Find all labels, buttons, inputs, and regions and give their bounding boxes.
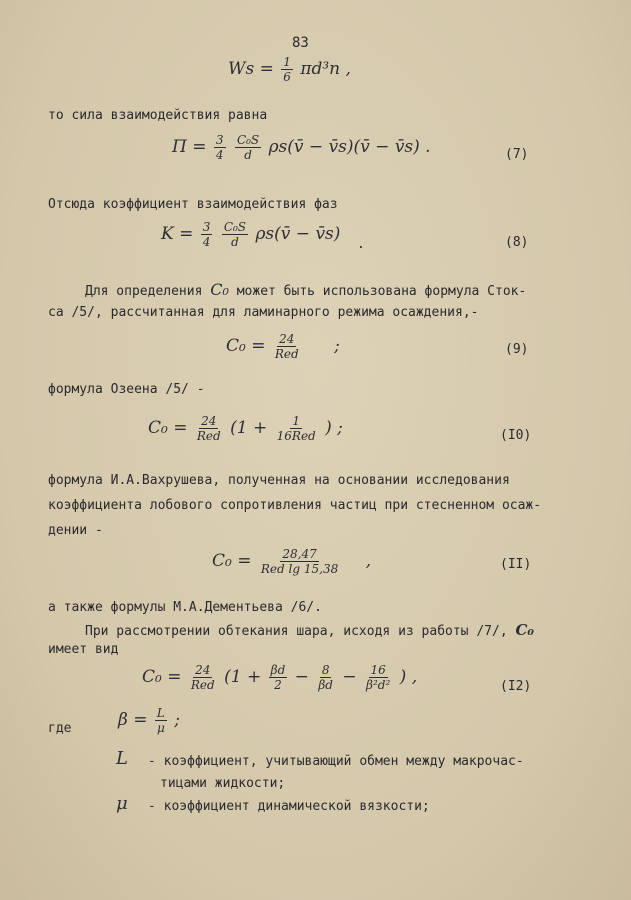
text-line-1: то сила взаимодействия равна [48, 108, 268, 123]
f8-num2: C₀S [223, 220, 247, 234]
f12-frac3 [316, 664, 335, 691]
f7-num1: 3 [215, 133, 224, 147]
text-line-11: имеет вид [48, 642, 119, 657]
f9-lhs: C₀ = [226, 336, 266, 356]
beta-frac [155, 707, 167, 734]
f12-minus1: − [294, 667, 309, 687]
f7-lhs: Π = [172, 137, 207, 157]
f11-frac [259, 548, 340, 575]
f8-num1: 3 [202, 220, 211, 234]
c0-inline-2: C₀ [515, 621, 534, 639]
ws-den: 6 [283, 70, 291, 84]
f8-frac1 [201, 221, 213, 248]
formula-12 [142, 664, 417, 691]
text-line-8: дении - [48, 523, 103, 538]
f10-frac [195, 415, 223, 442]
text-line-7: коэффициента лобового сопротивления частиц при стесненном осаж- [48, 498, 542, 513]
text-line-3 [85, 282, 526, 298]
f9-den: Red [274, 347, 299, 361]
formula-7 [172, 134, 431, 161]
ws-rest: πd³n , [300, 59, 351, 79]
beta-den: μ [156, 721, 165, 735]
f7-den1: 4 [215, 148, 224, 162]
eq-number-12: (I2) [500, 679, 532, 694]
f12-lhs: C₀ = [142, 667, 182, 687]
text-line-6: формула И.А.Вахрушева, полученная на основании исследования [48, 473, 510, 488]
f7-rest: ρs(v̄ − v̄s)(v̄ − v̄s) . [268, 137, 431, 157]
beta-num: L [156, 706, 165, 720]
text-line-3a: Для определения [85, 284, 203, 299]
f11-lhs: C₀ = [212, 551, 252, 571]
f12-minus2: − [342, 667, 357, 687]
f10-num: 24 [201, 414, 217, 428]
f12-d2: 2 [274, 678, 282, 692]
formula-ws [228, 56, 351, 83]
f10-num2: 1 [292, 414, 300, 428]
text-line-12: где [48, 721, 72, 736]
f12-frac1 [189, 664, 217, 691]
ws-num: 1 [283, 55, 291, 69]
f12-n3: 8 [321, 663, 330, 677]
text-line-10 [85, 623, 534, 638]
formula-9 [226, 333, 340, 360]
f12-den: Red [190, 678, 215, 692]
f12-d4: β²d² [366, 678, 391, 692]
formula-10 [148, 415, 343, 442]
f7-frac1 [214, 134, 226, 161]
f9-num: 24 [279, 332, 295, 346]
eq-number-9: (9) [505, 342, 529, 357]
f7-num2: C₀S [236, 133, 260, 147]
f10-den2: 16Red [276, 429, 316, 443]
f8-frac2 [222, 221, 248, 248]
symbol-L: L [116, 748, 128, 769]
formula-8 [161, 221, 340, 248]
f12-n2: βd [270, 663, 286, 677]
ws-frac [281, 56, 293, 83]
f9-frac [273, 333, 301, 360]
f12-frac4 [364, 664, 392, 691]
f10-den: Red [196, 429, 221, 443]
c0-inline: C₀ [210, 280, 229, 299]
eq-number-8: (8) [505, 235, 529, 250]
f10-open: (1 + [230, 418, 268, 438]
f10-lhs: C₀ = [148, 418, 188, 438]
beta-rest: ; [174, 710, 180, 730]
f9-rest: ; [334, 336, 340, 356]
f12-d3: βd [318, 678, 333, 692]
text-line-4: са /5/, рассчитанная для ламинарного режима осаждения,- [48, 305, 479, 320]
text-line-15: - коэффициент динамической вязкости; [148, 799, 430, 814]
f7-frac2 [235, 134, 261, 161]
f11-den: Red lg 15,38 [260, 562, 339, 576]
ws-lhs: Ws = [228, 59, 274, 79]
text-line-5: формула Озеена /5/ - [48, 382, 205, 397]
formula-beta [118, 707, 180, 734]
text-line-3b: может быть использована формула Сток- [236, 284, 527, 299]
f12-open: (1 + [224, 667, 262, 687]
f12-n4: 16 [370, 663, 386, 677]
text-line-14: тицами жидкости; [160, 776, 286, 791]
f8-den1: 4 [202, 235, 211, 249]
beta-lhs: β = [118, 710, 148, 730]
eq-number-11: (II) [500, 557, 532, 572]
page-number: 83 [292, 35, 309, 51]
f12-close: ) , [399, 667, 418, 687]
f11-num: 28,47 [282, 547, 317, 561]
text-line-9: а также формулы М.А.Дементьева /6/. [48, 600, 322, 615]
f10-close: ) ; [325, 418, 343, 438]
eq-number-10: (I0) [500, 428, 532, 443]
text-line-13: - коэффициент, учитывающий обмен между макрочас- [148, 754, 524, 769]
f8-den2: d [231, 235, 239, 249]
f12-frac2 [269, 664, 288, 691]
eq-dot-8: . [357, 237, 365, 252]
f8-lhs: K = [161, 224, 194, 244]
f12-num: 24 [195, 663, 211, 677]
symbol-mu: μ [116, 793, 128, 814]
formula-11 [212, 548, 371, 575]
f7-den2: d [244, 148, 252, 162]
eq-number-7: (7) [505, 147, 529, 162]
f11-rest: , [365, 551, 372, 571]
text-line-10-text: При рассмотрении обтекания шара, исходя из работы /7/, [85, 624, 508, 639]
f10-frac2 [275, 415, 318, 442]
f8-rest: ρs(v̄ − v̄s) [255, 224, 341, 244]
text-line-2: Отсюда коэффициент взаимодействия фаз [48, 197, 338, 212]
